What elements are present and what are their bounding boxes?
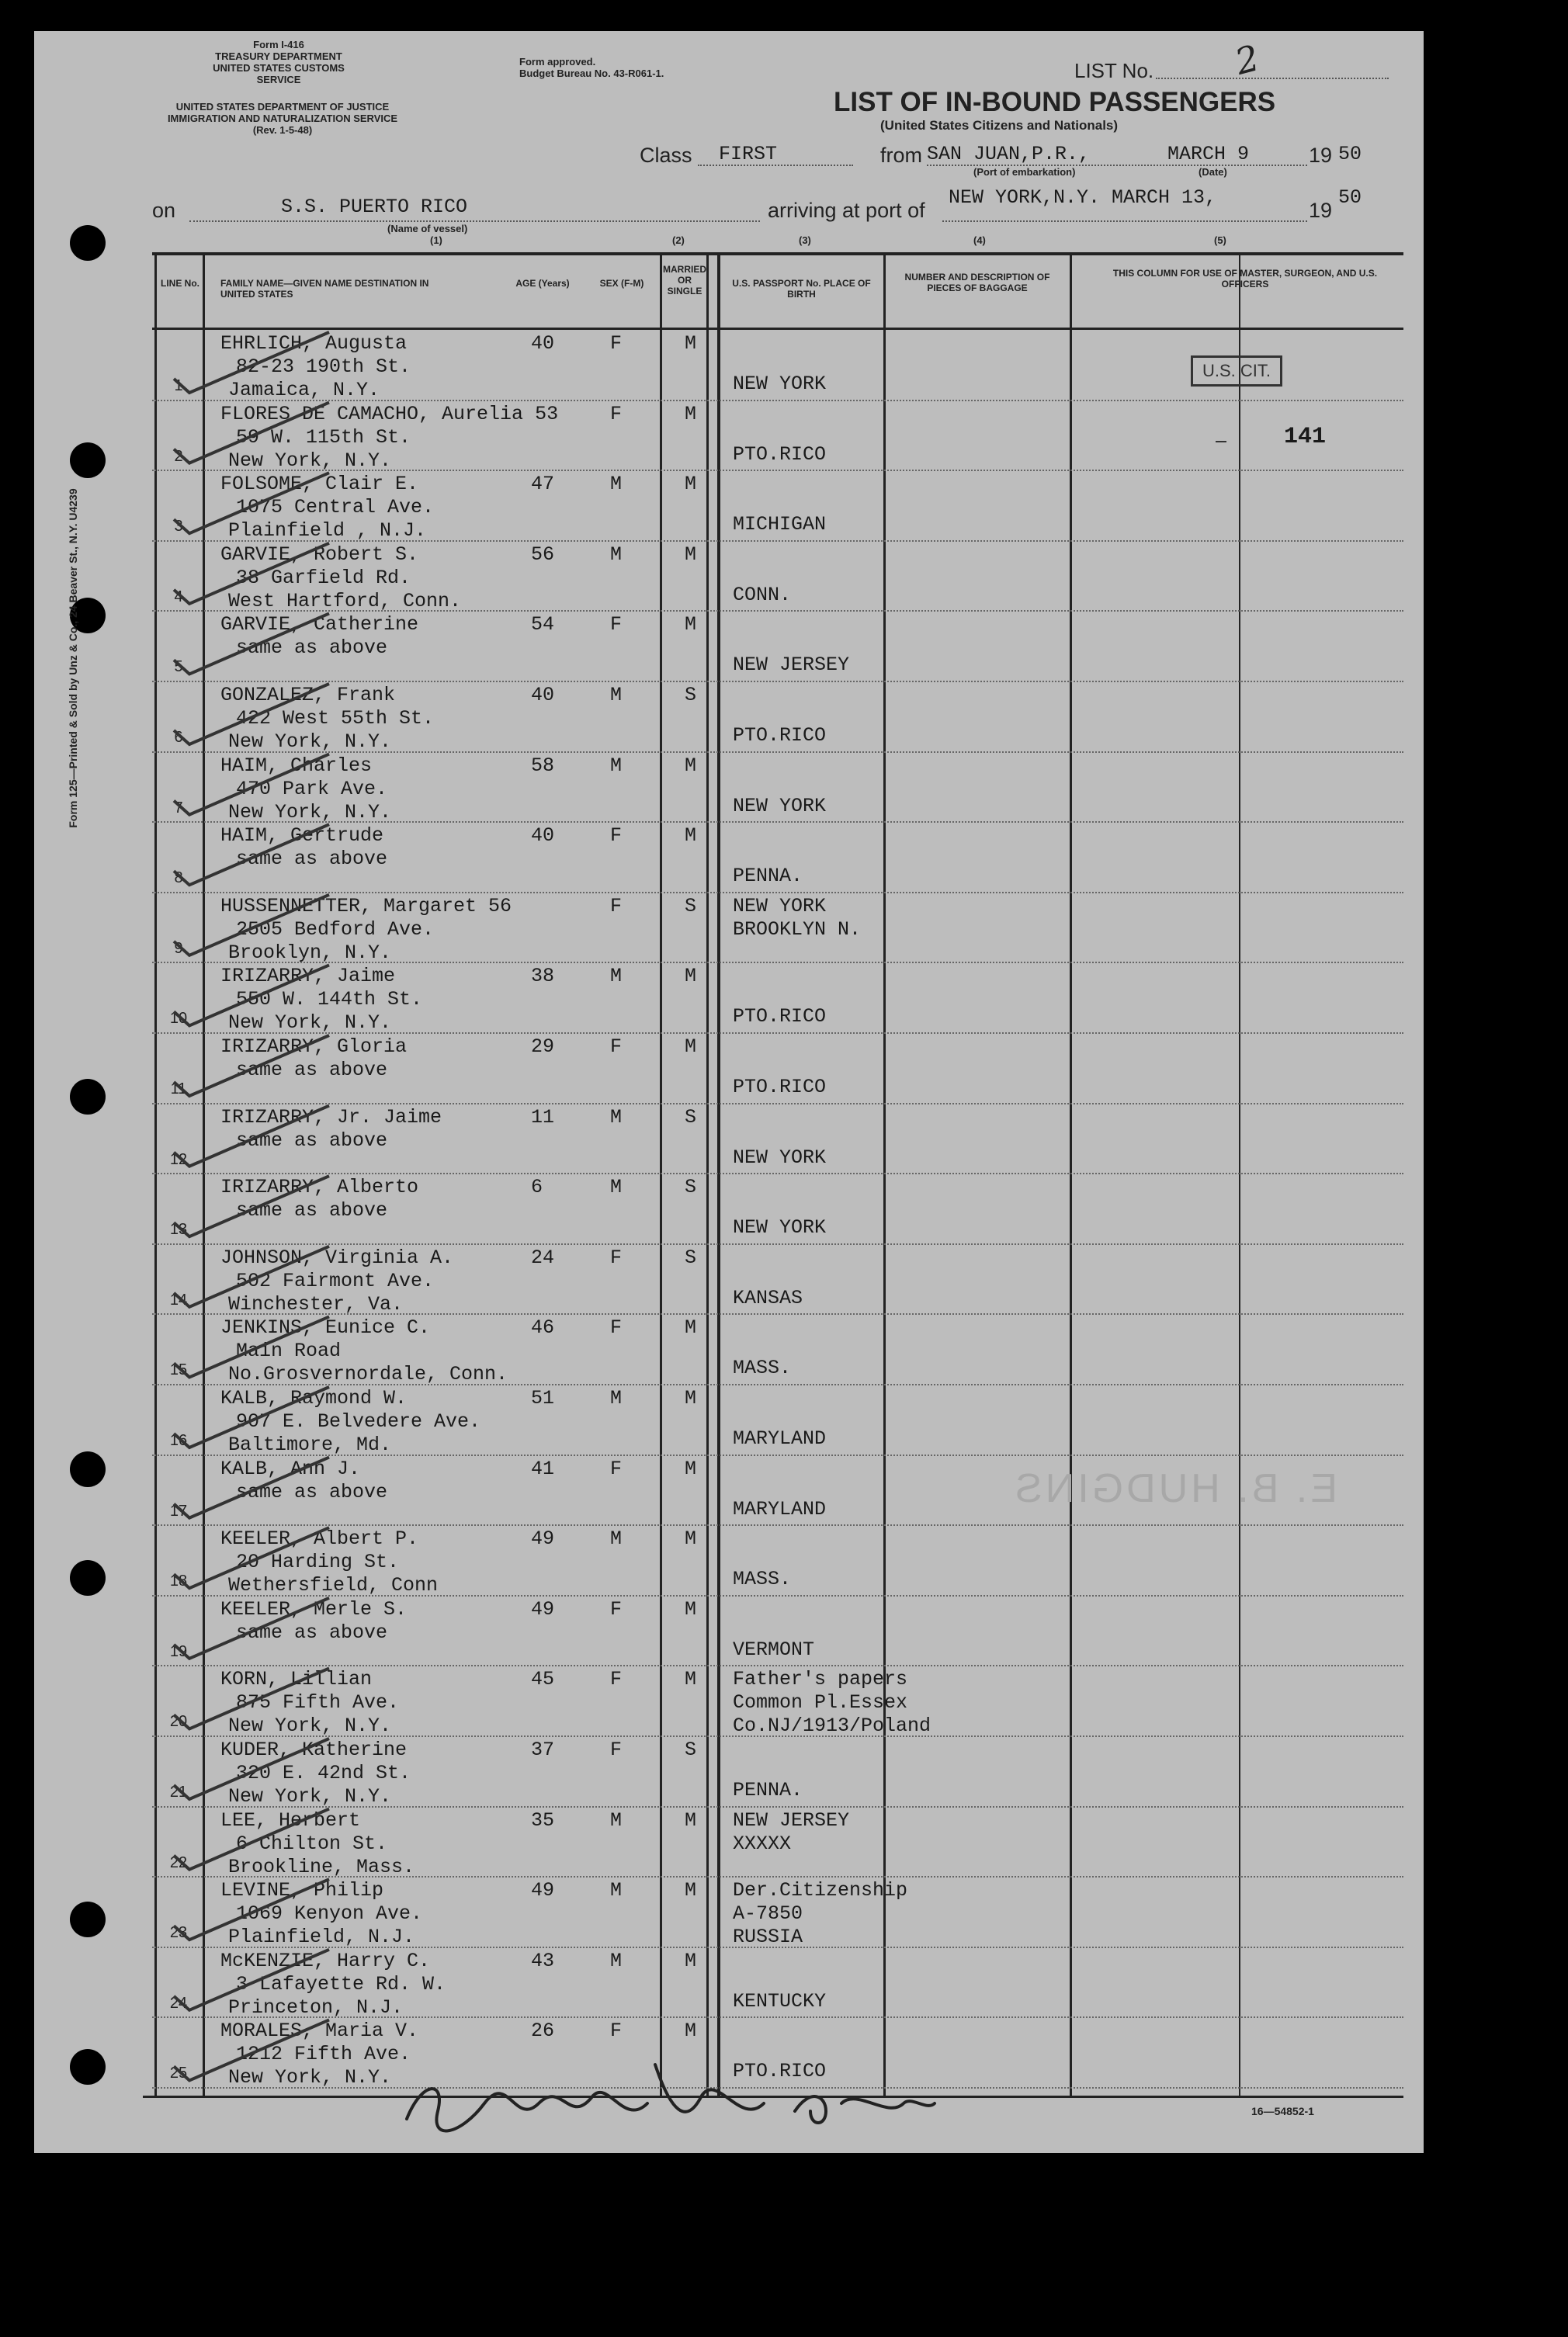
line-number: 15 bbox=[169, 1361, 188, 1379]
line-number: 18 bbox=[169, 1572, 188, 1590]
check-mark bbox=[174, 1598, 329, 1659]
passenger-age: 54 bbox=[531, 613, 555, 636]
passenger-address-2: Wethersfield, Conn bbox=[228, 1574, 439, 1597]
passenger-address-1: 550 W. 144th St. bbox=[236, 988, 423, 1011]
passenger-address-2: Baltimore, Md. bbox=[228, 1434, 392, 1456]
passenger-marital-status: S bbox=[685, 1105, 697, 1129]
passenger-address-1: same as above bbox=[236, 1480, 388, 1503]
class-value: FIRST bbox=[719, 143, 778, 165]
passenger-address-2: Winchester, Va. bbox=[228, 1292, 404, 1316]
passenger-sex: F bbox=[610, 1457, 623, 1480]
line-number: 7 bbox=[174, 799, 183, 817]
passenger-name: McKENZIE, Harry C. bbox=[220, 1949, 431, 1972]
passenger-age: 26 bbox=[531, 2020, 555, 2043]
passenger-marital-status: M bbox=[685, 473, 697, 496]
passenger-marital-status: M bbox=[685, 965, 697, 988]
col-num-1: (1) bbox=[430, 234, 442, 246]
vessel-name: S.S. PUERTO RICO bbox=[281, 196, 468, 218]
passenger-sex: F bbox=[610, 402, 623, 425]
check-mark bbox=[174, 543, 329, 604]
passenger-age: 56 bbox=[531, 543, 555, 566]
passenger-address-2: New York, N.Y. bbox=[228, 449, 392, 472]
passenger-sex: M bbox=[610, 965, 623, 988]
passenger-address-1: 1212 Fifth Ave. bbox=[236, 2043, 411, 2066]
line-number: 10 bbox=[169, 1010, 188, 1028]
place-of-birth: NEW YORK bbox=[733, 1216, 827, 1240]
passenger-age: 49 bbox=[531, 1597, 555, 1621]
passenger-sex: F bbox=[610, 613, 623, 636]
col-header-name: FAMILY NAME—GIVEN NAME DESTINATION IN UNITED STATES bbox=[220, 278, 429, 300]
line-number: 22 bbox=[169, 1853, 188, 1871]
place-of-birth-line-2: A-7850 bbox=[733, 1902, 803, 1926]
passenger-address-1: 6 Chilton St. bbox=[236, 1832, 388, 1855]
passenger-marital-status: M bbox=[685, 1457, 697, 1480]
passenger-name: IRIZARRY, Gloria bbox=[220, 1035, 408, 1058]
line-number: 19 bbox=[169, 1642, 188, 1660]
col-num-2: (2) bbox=[672, 234, 685, 246]
passenger-address-1: 470 Park Ave. bbox=[236, 777, 388, 800]
year-prefix-2: 19 bbox=[1309, 199, 1333, 222]
col-header-officers: THIS COLUMN FOR USE OF MASTER, SURGEON, AND U.S. OFFICERS bbox=[1112, 268, 1378, 290]
passenger-age: 40 bbox=[531, 824, 555, 848]
place-of-birth: PENNA. bbox=[733, 1779, 803, 1801]
passenger-marital-status: S bbox=[685, 1176, 697, 1199]
passenger-address-1: 3 Lafayette Rd. W. bbox=[236, 1972, 446, 1995]
passenger-age: 29 bbox=[531, 1035, 555, 1058]
line-number: 5 bbox=[174, 658, 183, 676]
printer-side-text: Form 125—Printed & Sold by Unz & Co., 24 Beaver St., N.Y. U4239 bbox=[67, 488, 79, 828]
year-2: 50 bbox=[1338, 186, 1362, 209]
us-citizen-stamp: U.S. CIT. bbox=[1191, 355, 1282, 387]
passenger-address-2: New York, N.Y. bbox=[228, 1715, 392, 1738]
passenger-marital-status: M bbox=[685, 1668, 697, 1691]
line-number: 9 bbox=[174, 939, 183, 957]
col-header-passport: U.S. PASSPORT No. PLACE OF BIRTH bbox=[732, 278, 871, 300]
passenger-sex: M bbox=[610, 1176, 623, 1199]
check-mark bbox=[174, 1176, 329, 1236]
passenger-sex: M bbox=[610, 543, 623, 566]
passenger-sex: M bbox=[610, 1387, 623, 1409]
check-mark bbox=[174, 1247, 329, 1307]
col-num-5: (5) bbox=[1214, 234, 1226, 246]
place-of-birth: KANSAS bbox=[733, 1286, 803, 1309]
place-of-birth: PTO.RICO bbox=[733, 2060, 827, 2083]
line-number: 4 bbox=[174, 588, 183, 605]
passenger-age: 40 bbox=[531, 332, 555, 355]
passenger-sex: F bbox=[610, 1597, 623, 1621]
passenger-marital-status: M bbox=[685, 754, 697, 777]
passenger-marital-status: M bbox=[685, 824, 697, 848]
passenger-address-1: same as above bbox=[236, 1059, 388, 1081]
passenger-address-2: Jamaica, N.Y. bbox=[228, 379, 380, 401]
line-number: 6 bbox=[174, 729, 183, 746]
place-of-birth: MARYLAND bbox=[733, 1497, 827, 1520]
col-header-sex: SEX (F-M) bbox=[599, 278, 644, 289]
passenger-address-1: 875 Fifth Ave. bbox=[236, 1691, 400, 1715]
passenger-sex: M bbox=[610, 754, 623, 777]
passenger-name: IRIZARRY, Jr. Jaime bbox=[220, 1105, 442, 1129]
check-mark bbox=[174, 1739, 329, 1799]
place-of-birth: MARYLAND bbox=[733, 1427, 827, 1450]
passenger-age: 41 bbox=[531, 1457, 555, 1480]
line-number: 21 bbox=[169, 1784, 188, 1801]
passenger-age: 45 bbox=[531, 1668, 555, 1691]
embark-port: SAN JUAN,P.R., bbox=[927, 143, 1091, 165]
line-number: 1 bbox=[174, 377, 183, 394]
line-number: 8 bbox=[174, 869, 183, 887]
check-mark bbox=[174, 824, 329, 885]
passenger-address-1: 2505 Bedford Ave. bbox=[236, 917, 435, 941]
passenger-name: IRIZARRY, Jaime bbox=[220, 965, 396, 988]
passenger-address-1: 907 E. Belvedere Ave. bbox=[236, 1410, 481, 1433]
passenger-name: IRIZARRY, Alberto bbox=[220, 1176, 419, 1199]
passenger-marital-status: S bbox=[685, 1246, 697, 1269]
passenger-marital-status: M bbox=[685, 402, 697, 425]
place-of-birth-line-3: Co.NJ/1913/Poland bbox=[733, 1715, 931, 1738]
passenger-address-2: New York, N.Y. bbox=[228, 1785, 392, 1808]
place-of-birth: NEW YORK bbox=[733, 894, 827, 917]
from-label: from bbox=[880, 144, 922, 167]
place-of-birth-line-2: Common Pl.Essex bbox=[733, 1691, 908, 1715]
check-mark bbox=[174, 684, 329, 744]
passenger-address-2: Plainfield , N.J. bbox=[228, 519, 427, 543]
place-of-birth: CONN. bbox=[733, 583, 792, 606]
place-of-birth: KENTUCKY bbox=[733, 1989, 827, 2013]
place-of-birth: PTO.RICO bbox=[733, 1005, 827, 1028]
passenger-address-2: New York, N.Y. bbox=[228, 800, 392, 823]
passenger-name: FOLSOME, Clair E. bbox=[220, 473, 419, 496]
passenger-sex: F bbox=[610, 1035, 623, 1058]
passenger-sex: M bbox=[610, 1105, 623, 1129]
place-of-birth: NEW YORK bbox=[733, 1146, 827, 1169]
passenger-age: 49 bbox=[531, 1879, 555, 1902]
place-of-birth-line-3: RUSSIA bbox=[733, 1926, 803, 1949]
check-mark bbox=[174, 1316, 329, 1377]
place-of-birth: VERMONT bbox=[733, 1638, 815, 1661]
place-of-birth: NEW YORK bbox=[733, 373, 827, 395]
passenger-age: 35 bbox=[531, 1808, 555, 1832]
year-1: 50 bbox=[1338, 143, 1362, 165]
dept-block: UNITED STATES DEPARTMENT OF JUSTICE IMMIGRATION AND NATURALIZATION SERVICE (Rev. 1-5-48) bbox=[167, 101, 398, 136]
passenger-address-1: same as above bbox=[236, 1199, 388, 1222]
passenger-sex: F bbox=[610, 824, 623, 848]
col-num-3: (3) bbox=[799, 234, 811, 246]
check-mark bbox=[174, 1950, 329, 2010]
passenger-count: 141 bbox=[1284, 424, 1327, 450]
check-mark bbox=[174, 1458, 329, 1518]
passenger-name: KORN, Lillian bbox=[220, 1668, 373, 1691]
passenger-address-1: 422 West 55th St. bbox=[236, 707, 435, 730]
passenger-name: LEVINE, Philip bbox=[220, 1879, 384, 1902]
passenger-address-2: Plainfield, N.J. bbox=[228, 1926, 415, 1949]
check-mark bbox=[174, 473, 329, 533]
col-header-age: AGE (Years) bbox=[515, 278, 570, 289]
place-of-birth: NEW JERSEY bbox=[733, 1808, 850, 1832]
passenger-sex: F bbox=[610, 2020, 623, 2043]
passenger-name: FLORES DE CAMACHO, Aurelia 53 bbox=[220, 402, 559, 425]
passenger-marital-status: M bbox=[685, 332, 697, 355]
col-num-4: (4) bbox=[973, 234, 986, 246]
passenger-sex: F bbox=[610, 1316, 623, 1340]
passenger-address-1: 59 W. 115th St. bbox=[236, 425, 411, 449]
passenger-age: 46 bbox=[531, 1316, 555, 1340]
passenger-address-2: West Hartford, Conn. bbox=[228, 589, 462, 612]
passenger-address-1: Main Road bbox=[236, 1340, 342, 1363]
passenger-address-1: same as above bbox=[236, 848, 388, 871]
passenger-address-2: New York, N.Y. bbox=[228, 730, 392, 753]
check-mark bbox=[174, 613, 329, 674]
page-title: LIST OF IN-BOUND PASSENGERS bbox=[834, 87, 1276, 117]
passenger-name: HAIM, Charles bbox=[220, 754, 373, 777]
check-mark bbox=[174, 1106, 329, 1167]
arriving-label: arriving at port of bbox=[768, 199, 925, 222]
passenger-name: MORALES, Maria V. bbox=[220, 2020, 419, 2043]
passenger-marital-status: S bbox=[685, 894, 697, 917]
passenger-age: 47 bbox=[531, 473, 555, 496]
passenger-sex: F bbox=[610, 1739, 623, 1761]
list-no-label: LIST No. bbox=[1074, 59, 1154, 82]
line-number: 13 bbox=[169, 1221, 188, 1239]
page-subtitle: (United States Citizens and Nationals) bbox=[880, 118, 1119, 133]
passenger-name: HAIM, Gertrude bbox=[220, 824, 384, 848]
footer-code: 16—54852-1 bbox=[1251, 2105, 1314, 2117]
line-number: 12 bbox=[169, 1150, 188, 1168]
passenger-sex: M bbox=[610, 473, 623, 496]
passenger-name: GONZALEZ, Frank bbox=[220, 684, 396, 706]
passenger-marital-status: S bbox=[685, 684, 697, 706]
check-mark bbox=[174, 332, 329, 393]
passenger-marital-status: M bbox=[685, 1949, 697, 1972]
passenger-age: 11 bbox=[531, 1105, 555, 1129]
vessel-caption: (Name of vessel) bbox=[387, 223, 468, 234]
place-of-birth: NEW JERSEY bbox=[733, 654, 850, 677]
class-label: Class bbox=[640, 144, 692, 167]
line-number: 16 bbox=[169, 1432, 188, 1449]
passenger-name: KUDER, Katherine bbox=[220, 1739, 408, 1761]
check-mark bbox=[174, 754, 329, 815]
check-mark bbox=[174, 1035, 329, 1096]
passenger-address-2: New York, N.Y. bbox=[228, 1011, 392, 1035]
faded-signature-stamp: E. B. HUDGINS bbox=[1012, 1466, 1337, 1511]
passenger-sex: F bbox=[610, 894, 623, 917]
check-marks bbox=[34, 31, 578, 2127]
line-number: 23 bbox=[169, 1924, 188, 1942]
passenger-address-2: No.Grosvernordale, Conn. bbox=[228, 1363, 508, 1386]
passenger-address-1: 1075 Central Ave. bbox=[236, 496, 435, 519]
passenger-name: EHRLICH, Augusta bbox=[220, 332, 408, 355]
check-mark bbox=[174, 895, 329, 955]
passenger-address-1: 20 Harding St. bbox=[236, 1551, 400, 1574]
date-caption: (Date) bbox=[1199, 166, 1227, 178]
place-of-birth-line-2: BROOKLYN N. bbox=[733, 917, 862, 941]
passenger-sex: M bbox=[610, 684, 623, 706]
passenger-address-2: Brookline, Mass. bbox=[228, 1855, 415, 1878]
col-header-married: MARRIED OR SINGLE bbox=[663, 264, 706, 296]
approval-block: Form approved. Budget Bureau No. 43-R061-1. bbox=[519, 56, 664, 79]
passenger-marital-status: M bbox=[685, 2020, 697, 2043]
passenger-sex: M bbox=[610, 1879, 623, 1902]
check-mark bbox=[174, 1879, 329, 1940]
passenger-sex: F bbox=[610, 1246, 623, 1269]
check-mark bbox=[174, 1387, 329, 1448]
passenger-address-1: 320 E. 42nd St. bbox=[236, 1762, 411, 1784]
passenger-sex: M bbox=[610, 1527, 623, 1551]
place-of-birth: NEW YORK bbox=[733, 794, 827, 817]
on-label: on bbox=[152, 199, 176, 222]
list-no-line bbox=[1156, 78, 1389, 79]
place-of-birth: PTO.RICO bbox=[733, 724, 827, 747]
passenger-marital-status: M bbox=[685, 1527, 697, 1551]
passenger-name: LEE, Herbert bbox=[220, 1808, 361, 1832]
passenger-age: 37 bbox=[531, 1739, 555, 1761]
passenger-name: KALB, Raymond W. bbox=[220, 1387, 408, 1409]
passenger-address-1: same as above bbox=[236, 1129, 388, 1152]
passenger-name: KALB, Ann J. bbox=[220, 1457, 361, 1480]
place-of-birth: PTO.RICO bbox=[733, 1076, 827, 1098]
col-header-line: LINE No. bbox=[161, 278, 199, 289]
passenger-age: 6 bbox=[531, 1176, 543, 1199]
passenger-sex: M bbox=[610, 1949, 623, 1972]
passenger-address-1: 1069 Kenyon Ave. bbox=[236, 1902, 423, 1926]
line-number: 24 bbox=[169, 1994, 188, 2012]
line-number: 3 bbox=[174, 518, 183, 536]
passenger-age: 38 bbox=[531, 965, 555, 988]
check-mark bbox=[174, 403, 329, 463]
line-number: 20 bbox=[169, 1713, 188, 1731]
passenger-marital-status: S bbox=[685, 1739, 697, 1761]
place-of-birth: MASS. bbox=[733, 1568, 792, 1591]
list-no-value: 2 bbox=[1230, 36, 1264, 83]
place-of-birth: MASS. bbox=[733, 1357, 792, 1380]
passenger-name: JENKINS, Eunice C. bbox=[220, 1316, 431, 1340]
passenger-age: 58 bbox=[531, 754, 555, 777]
passenger-age: 51 bbox=[531, 1387, 555, 1409]
arrival-port-date: NEW YORK,N.Y. MARCH 13, bbox=[949, 186, 1217, 209]
passenger-age: 24 bbox=[531, 1246, 555, 1269]
passenger-marital-status: M bbox=[685, 1387, 697, 1409]
passenger-marital-status: M bbox=[685, 1597, 697, 1621]
line-number: 25 bbox=[169, 2065, 188, 2082]
passenger-name: KEELER, Albert P. bbox=[220, 1527, 419, 1551]
place-of-birth-line-2: XXXXX bbox=[733, 1832, 792, 1855]
place-of-birth: MICHIGAN bbox=[733, 513, 827, 536]
port-caption: (Port of embarkation) bbox=[973, 166, 1076, 178]
passenger-address-1: same as above bbox=[236, 636, 388, 660]
line-number: 14 bbox=[169, 1291, 188, 1309]
passenger-marital-status: M bbox=[685, 613, 697, 636]
passenger-address-2: New York, N.Y. bbox=[228, 2066, 392, 2089]
passenger-marital-status: M bbox=[685, 543, 697, 566]
line-number: 17 bbox=[169, 1502, 188, 1520]
manifest-page bbox=[34, 31, 1424, 2153]
passenger-address-1: 38 Garfield Rd. bbox=[236, 566, 411, 589]
passenger-name: GARVIE, Catherine bbox=[220, 613, 419, 636]
passenger-marital-status: M bbox=[685, 1808, 697, 1832]
check-mark bbox=[174, 2020, 329, 2080]
passenger-marital-status: M bbox=[685, 1879, 697, 1902]
passenger-marital-status: M bbox=[685, 1035, 697, 1058]
col-header-baggage: NUMBER AND DESCRIPTION OF PIECES OF BAGGAGE bbox=[904, 272, 1050, 293]
passenger-address-1: 502 Fairmont Ave. bbox=[236, 1269, 435, 1292]
place-of-birth: PTO.RICO bbox=[733, 442, 827, 466]
place-of-birth: Der.Citizenship bbox=[733, 1879, 908, 1902]
place-of-birth: PENNA. bbox=[733, 865, 803, 888]
check-mark bbox=[174, 1668, 329, 1728]
passenger-name: JOHNSON, Virginia A. bbox=[220, 1246, 454, 1269]
line-number: 11 bbox=[170, 1080, 187, 1097]
passenger-sex: F bbox=[610, 332, 623, 355]
check-mark bbox=[174, 1809, 329, 1870]
passenger-address-2: Brooklyn, N.Y. bbox=[228, 941, 392, 964]
passenger-sex: F bbox=[610, 1668, 623, 1691]
place-of-birth: Father's papers bbox=[733, 1668, 908, 1691]
check-mark bbox=[174, 1527, 329, 1588]
passenger-age: 40 bbox=[531, 684, 555, 706]
passenger-name: KEELER, Merle S. bbox=[220, 1597, 408, 1621]
form-block: Form I-416 TREASURY DEPARTMENT UNITED STATES CUSTOMS SERVICE bbox=[213, 39, 345, 85]
passenger-address-1: same as above bbox=[236, 1621, 388, 1644]
passenger-address-2: Princeton, N.J. bbox=[228, 1995, 404, 2019]
passenger-name: GARVIE, Robert S. bbox=[220, 543, 419, 566]
passenger-address-1: 82-23 190th St. bbox=[236, 355, 411, 378]
passenger-sex: M bbox=[610, 1808, 623, 1832]
embark-date: MARCH 9 bbox=[1167, 143, 1250, 165]
passenger-age: 43 bbox=[531, 1949, 555, 1972]
year-prefix-1: 19 bbox=[1309, 144, 1333, 167]
line-number: 2 bbox=[174, 447, 183, 465]
passenger-age: 49 bbox=[531, 1527, 555, 1551]
check-mark bbox=[174, 965, 329, 1025]
passenger-name: HUSSENNETTER, Margaret 56 bbox=[220, 894, 512, 917]
passenger-marital-status: M bbox=[685, 1316, 697, 1340]
